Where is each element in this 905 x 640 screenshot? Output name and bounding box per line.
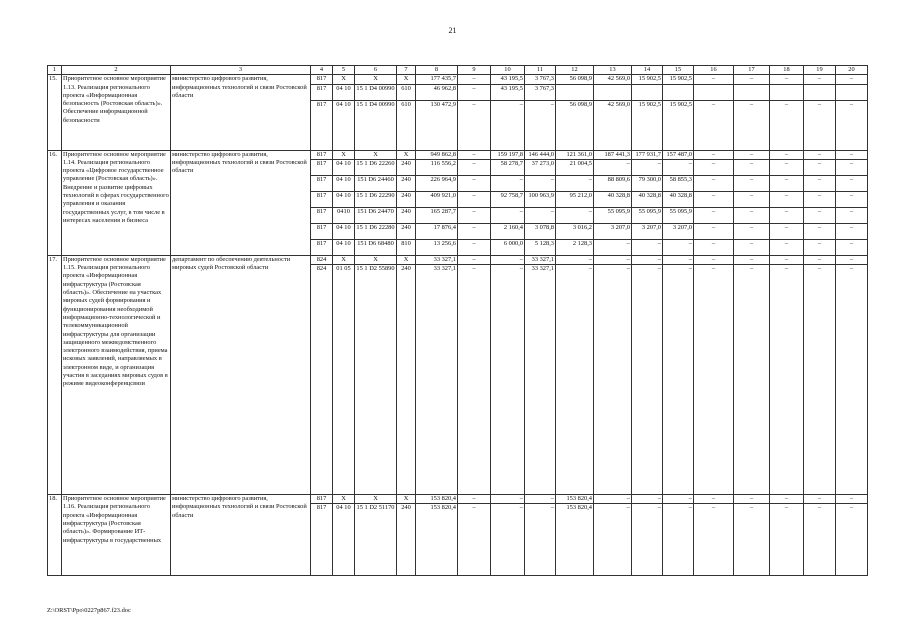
- value-cell: 153 820,4: [556, 495, 594, 504]
- value-cell: –: [804, 504, 836, 576]
- value-cell: 146 444,0: [525, 150, 556, 159]
- value-cell: 116 556,2: [416, 159, 458, 175]
- table-row: [48, 150, 868, 159]
- value-cell: –: [804, 75, 836, 84]
- value-cell: 817: [311, 100, 333, 150]
- value-cell: –: [836, 495, 868, 504]
- column-number-row: [48, 66, 868, 75]
- value-cell: –: [663, 495, 694, 504]
- value-cell: –: [734, 159, 770, 175]
- value-cell: –: [694, 207, 734, 223]
- value-cell: 3 767,3: [525, 75, 556, 84]
- event-name: Приоритетное основное мероприятие 1.15. Реализация регионального проекта «Информационная инфраструктура (Ростовская область)». Обеспечение на участках мировых судей формирования и функционирования необходимой информационно-технологической и телекоммуникационной инфраструктуры для организации защищенного межведомственного электронного взаимодействия, приема исковых заявлений, направляемых в электронном виде, и организация участия в заседаниях мировых судов в режиме видеоконференцсвязи: [62, 255, 171, 494]
- value-cell: 15 1 D2 55890: [355, 265, 397, 495]
- value-cell: X: [333, 150, 355, 159]
- value-cell: –: [836, 223, 868, 239]
- value-cell: 817: [311, 495, 333, 504]
- value-cell: 100 963,9: [525, 191, 556, 207]
- value-cell: –: [770, 191, 804, 207]
- column-number: 4: [311, 66, 333, 75]
- value-cell: –: [632, 255, 663, 264]
- value-cell: –: [804, 175, 836, 191]
- value-cell: –: [734, 239, 770, 255]
- column-number: 20: [836, 66, 868, 75]
- value-cell: [694, 84, 734, 100]
- value-cell: X: [397, 150, 416, 159]
- value-cell: –: [804, 159, 836, 175]
- value-cell: –: [491, 265, 525, 495]
- value-cell: –: [694, 495, 734, 504]
- value-cell: 0410: [333, 207, 355, 223]
- value-cell: 817: [311, 504, 333, 576]
- value-cell: –: [836, 100, 868, 150]
- value-cell: X: [355, 255, 397, 264]
- value-cell: 15 1 D6 22260: [355, 159, 397, 175]
- value-cell: –: [458, 75, 491, 84]
- value-cell: X: [397, 75, 416, 84]
- value-cell: –: [694, 191, 734, 207]
- value-cell: –: [770, 100, 804, 150]
- value-cell: –: [804, 150, 836, 159]
- value-cell: –: [770, 223, 804, 239]
- column-number: 14: [632, 66, 663, 75]
- value-cell: 3 767,3: [525, 84, 556, 100]
- value-cell: 15 1 D6 22290: [355, 191, 397, 207]
- value-cell: –: [458, 255, 491, 264]
- value-cell: 13 256,6: [416, 239, 458, 255]
- value-cell: –: [836, 75, 868, 84]
- value-cell: –: [734, 75, 770, 84]
- row-number: 18.: [48, 495, 62, 576]
- value-cell: [734, 84, 770, 100]
- value-cell: –: [594, 159, 632, 175]
- value-cell: –: [734, 191, 770, 207]
- value-cell: 130 472,9: [416, 100, 458, 150]
- value-cell: –: [804, 265, 836, 495]
- value-cell: 01 05: [333, 265, 355, 495]
- value-cell: 3 207,0: [594, 223, 632, 239]
- value-cell: –: [556, 175, 594, 191]
- column-number: 16: [694, 66, 734, 75]
- executor-name: департамент по обеспечению деятельности мировых судей Ростовской области: [171, 255, 311, 494]
- value-cell: –: [491, 495, 525, 504]
- value-cell: [632, 84, 663, 100]
- value-cell: –: [836, 255, 868, 264]
- value-cell: 15 902,5: [663, 75, 694, 84]
- value-cell: –: [458, 191, 491, 207]
- value-cell: 95 212,0: [556, 191, 594, 207]
- value-cell: 610: [397, 84, 416, 100]
- value-cell: –: [804, 255, 836, 264]
- value-cell: –: [804, 207, 836, 223]
- table-row: [48, 255, 868, 264]
- value-cell: –: [663, 239, 694, 255]
- value-cell: –: [734, 265, 770, 495]
- value-cell: 817: [311, 223, 333, 239]
- value-cell: 3 207,0: [663, 223, 694, 239]
- value-cell: –: [734, 150, 770, 159]
- value-cell: –: [770, 75, 804, 84]
- value-cell: –: [458, 223, 491, 239]
- value-cell: 151 D6 24470: [355, 207, 397, 223]
- value-cell: 15 1 D2 51170: [355, 504, 397, 576]
- value-cell: 88 809,6: [594, 175, 632, 191]
- value-cell: 55 095,9: [663, 207, 694, 223]
- row-number: 16.: [48, 150, 62, 255]
- value-cell: –: [770, 150, 804, 159]
- value-cell: –: [458, 495, 491, 504]
- value-cell: 153 820,4: [416, 504, 458, 576]
- value-cell: –: [594, 504, 632, 576]
- value-cell: –: [694, 159, 734, 175]
- value-cell: 15 1 D4 00990: [355, 100, 397, 150]
- value-cell: –: [836, 150, 868, 159]
- value-cell: –: [694, 255, 734, 264]
- value-cell: –: [594, 255, 632, 264]
- value-cell: –: [663, 504, 694, 576]
- value-cell: –: [491, 504, 525, 576]
- value-cell: 04 10: [333, 504, 355, 576]
- value-cell: –: [770, 265, 804, 495]
- value-cell: 15 902,5: [663, 100, 694, 150]
- value-cell: –: [836, 175, 868, 191]
- event-name: Приоритетное основное мероприятие 1.13. Реализация регионального проекта «Информационная безопасность (Ростовская область)». Обеспечение информационной безопасности: [62, 75, 171, 150]
- value-cell: –: [632, 239, 663, 255]
- column-number: 11: [525, 66, 556, 75]
- value-cell: 240: [397, 159, 416, 175]
- value-cell: 240: [397, 223, 416, 239]
- value-cell: 177 435,7: [416, 75, 458, 84]
- value-cell: –: [556, 207, 594, 223]
- table-body: [48, 66, 868, 576]
- value-cell: –: [663, 159, 694, 175]
- value-cell: 610: [397, 100, 416, 150]
- value-cell: 810: [397, 239, 416, 255]
- value-cell: 240: [397, 265, 416, 495]
- value-cell: –: [525, 207, 556, 223]
- value-cell: X: [355, 495, 397, 504]
- value-cell: 240: [397, 207, 416, 223]
- value-cell: –: [694, 150, 734, 159]
- value-cell: 151 D6 24460: [355, 175, 397, 191]
- value-cell: –: [556, 265, 594, 495]
- value-cell: 56 098,9: [556, 75, 594, 84]
- value-cell: –: [458, 239, 491, 255]
- value-cell: –: [734, 504, 770, 576]
- value-cell: 153 820,4: [556, 504, 594, 576]
- value-cell: –: [632, 504, 663, 576]
- value-cell: 42 569,0: [594, 75, 632, 84]
- value-cell: –: [770, 255, 804, 264]
- value-cell: 92 758,7: [491, 191, 525, 207]
- value-cell: 55 095,9: [632, 207, 663, 223]
- value-cell: 55 095,9: [594, 207, 632, 223]
- row-number: 17.: [48, 255, 62, 494]
- page-number: 21: [448, 26, 457, 35]
- value-cell: X: [355, 150, 397, 159]
- value-cell: 15 1 D6 22280: [355, 223, 397, 239]
- value-cell: –: [770, 239, 804, 255]
- value-cell: –: [770, 175, 804, 191]
- value-cell: 56 098,9: [556, 100, 594, 150]
- value-cell: X: [397, 255, 416, 264]
- value-cell: 3 207,0: [632, 223, 663, 239]
- value-cell: 33 327,1: [525, 265, 556, 495]
- value-cell: –: [734, 207, 770, 223]
- value-cell: –: [458, 504, 491, 576]
- value-cell: –: [525, 504, 556, 576]
- value-cell: –: [556, 255, 594, 264]
- value-cell: 2 128,3: [556, 239, 594, 255]
- value-cell: [556, 84, 594, 100]
- value-cell: –: [594, 265, 632, 495]
- value-cell: –: [694, 223, 734, 239]
- value-cell: 240: [397, 191, 416, 207]
- value-cell: 43 195,5: [491, 84, 525, 100]
- value-cell: 153 820,4: [416, 495, 458, 504]
- value-cell: 15 902,5: [632, 100, 663, 150]
- column-number: 19: [804, 66, 836, 75]
- value-cell: –: [804, 495, 836, 504]
- value-cell: –: [836, 504, 868, 576]
- value-cell: –: [836, 207, 868, 223]
- value-cell: 37 273,0: [525, 159, 556, 175]
- value-cell: 04 10: [333, 100, 355, 150]
- row-number: 15.: [48, 75, 62, 150]
- value-cell: 46 962,8: [416, 84, 458, 100]
- value-cell: –: [836, 265, 868, 495]
- column-number: 18: [770, 66, 804, 75]
- value-cell: 3 016,2: [556, 223, 594, 239]
- value-cell: –: [458, 84, 491, 100]
- value-cell: 159 197,8: [491, 150, 525, 159]
- value-cell: 824: [311, 255, 333, 264]
- value-cell: –: [734, 255, 770, 264]
- value-cell: 15 1 D4 00990: [355, 84, 397, 100]
- value-cell: –: [836, 191, 868, 207]
- value-cell: –: [804, 223, 836, 239]
- value-cell: 17 876,4: [416, 223, 458, 239]
- value-cell: –: [491, 207, 525, 223]
- value-cell: –: [663, 265, 694, 495]
- value-cell: –: [594, 495, 632, 504]
- value-cell: 817: [311, 175, 333, 191]
- value-cell: –: [770, 207, 804, 223]
- column-number: 2: [62, 66, 171, 75]
- value-cell: [804, 84, 836, 100]
- value-cell: 33 327,1: [416, 265, 458, 495]
- value-cell: 04 10: [333, 175, 355, 191]
- value-cell: X: [397, 495, 416, 504]
- value-cell: 240: [397, 175, 416, 191]
- value-cell: –: [804, 100, 836, 150]
- value-cell: 817: [311, 239, 333, 255]
- column-number: 17: [734, 66, 770, 75]
- value-cell: 43 195,5: [491, 75, 525, 84]
- value-cell: 817: [311, 191, 333, 207]
- value-cell: 58 855,3: [663, 175, 694, 191]
- value-cell: 409 921,0: [416, 191, 458, 207]
- executor-name: министерство цифрового развития, информационных технологий и связи Ростовской области: [171, 75, 311, 150]
- column-number: 6: [355, 66, 397, 75]
- value-cell: –: [734, 175, 770, 191]
- executor-name: министерство цифрового развития, информационных технологий и связи Ростовской области: [171, 495, 311, 576]
- value-cell: –: [458, 150, 491, 159]
- value-cell: –: [491, 100, 525, 150]
- value-cell: –: [491, 255, 525, 264]
- value-cell: 04 10: [333, 159, 355, 175]
- value-cell: 42 569,0: [594, 100, 632, 150]
- value-cell: X: [355, 75, 397, 84]
- value-cell: –: [836, 239, 868, 255]
- value-cell: 151 D6 68480: [355, 239, 397, 255]
- value-cell: [594, 84, 632, 100]
- value-cell: [770, 84, 804, 100]
- value-cell: –: [770, 159, 804, 175]
- value-cell: –: [663, 255, 694, 264]
- value-cell: 226 964,9: [416, 175, 458, 191]
- column-number: 8: [416, 66, 458, 75]
- value-cell: 187 441,3: [594, 150, 632, 159]
- value-cell: 04 10: [333, 191, 355, 207]
- value-cell: 3 078,8: [525, 223, 556, 239]
- column-number: 5: [333, 66, 355, 75]
- value-cell: 33 327,1: [525, 255, 556, 264]
- value-cell: –: [804, 191, 836, 207]
- value-cell: 79 300,0: [632, 175, 663, 191]
- value-cell: –: [770, 504, 804, 576]
- table-row: [48, 75, 868, 84]
- value-cell: –: [525, 495, 556, 504]
- value-cell: 40 328,8: [663, 191, 694, 207]
- value-cell: –: [694, 265, 734, 495]
- value-cell: 04 10: [333, 223, 355, 239]
- value-cell: 817: [311, 150, 333, 159]
- value-cell: –: [594, 239, 632, 255]
- value-cell: 15 902,5: [632, 75, 663, 84]
- value-cell: –: [632, 495, 663, 504]
- value-cell: 21 004,5: [556, 159, 594, 175]
- column-number: 10: [491, 66, 525, 75]
- value-cell: 240: [397, 504, 416, 576]
- value-cell: –: [694, 239, 734, 255]
- value-cell: 817: [311, 75, 333, 84]
- value-cell: –: [525, 175, 556, 191]
- value-cell: –: [694, 504, 734, 576]
- value-cell: 817: [311, 207, 333, 223]
- value-cell: –: [458, 175, 491, 191]
- value-cell: 40 328,8: [594, 191, 632, 207]
- value-cell: –: [694, 75, 734, 84]
- value-cell: 817: [311, 84, 333, 100]
- footer-file-path: Z:\ORST\Ppo\0227p867.f23.doc: [47, 607, 131, 614]
- value-cell: 165 287,7: [416, 207, 458, 223]
- executor-name: министерство цифрового развития, информационных технологий и связи Ростовской области: [171, 150, 311, 255]
- value-cell: 824: [311, 265, 333, 495]
- value-cell: –: [770, 495, 804, 504]
- value-cell: 2 160,4: [491, 223, 525, 239]
- value-cell: –: [632, 265, 663, 495]
- value-cell: –: [458, 207, 491, 223]
- value-cell: –: [525, 100, 556, 150]
- value-cell: 177 931,7: [632, 150, 663, 159]
- value-cell: 6 000,0: [491, 239, 525, 255]
- value-cell: –: [458, 100, 491, 150]
- value-cell: –: [836, 159, 868, 175]
- value-cell: X: [333, 75, 355, 84]
- column-number: 7: [397, 66, 416, 75]
- value-cell: –: [632, 159, 663, 175]
- event-name: Приоритетное основное мероприятие 1.16. Реализация регионального проекта «Информационная инфраструктура (Ростовская область)». Формирование ИТ-инфраструктуры в государственных: [62, 495, 171, 576]
- column-number: 13: [594, 66, 632, 75]
- value-cell: X: [333, 255, 355, 264]
- value-cell: 33 327,1: [416, 255, 458, 264]
- value-cell: –: [491, 175, 525, 191]
- value-cell: 04 10: [333, 239, 355, 255]
- value-cell: –: [734, 495, 770, 504]
- value-cell: 58 278,7: [491, 159, 525, 175]
- value-cell: –: [734, 100, 770, 150]
- value-cell: –: [458, 159, 491, 175]
- column-number: 15: [663, 66, 694, 75]
- value-cell: [836, 84, 868, 100]
- column-number: 3: [171, 66, 311, 75]
- value-cell: 5 128,3: [525, 239, 556, 255]
- value-cell: –: [694, 175, 734, 191]
- value-cell: –: [694, 100, 734, 150]
- value-cell: [663, 84, 694, 100]
- table-row: [48, 495, 868, 504]
- value-cell: –: [734, 223, 770, 239]
- value-cell: 949 862,8: [416, 150, 458, 159]
- value-cell: –: [804, 239, 836, 255]
- column-number: 1: [48, 66, 62, 75]
- value-cell: –: [458, 265, 491, 495]
- value-cell: 157 487,0: [663, 150, 694, 159]
- value-cell: 121 361,0: [556, 150, 594, 159]
- event-name: Приоритетное основное мероприятие 1.14. Реализация регионального проекта «Цифровое государственное управление (Ростовская область)». Внедрение и развитие цифровых технологий в сферах государственного управления и оказания государственных услуг, в том числе в интересах населения и бизнеса: [62, 150, 171, 255]
- value-cell: 40 328,8: [632, 191, 663, 207]
- value-cell: X: [333, 495, 355, 504]
- value-cell: 04 10: [333, 84, 355, 100]
- column-number: 9: [458, 66, 491, 75]
- column-number: 12: [556, 66, 594, 75]
- value-cell: 817: [311, 159, 333, 175]
- budget-table: [47, 65, 868, 576]
